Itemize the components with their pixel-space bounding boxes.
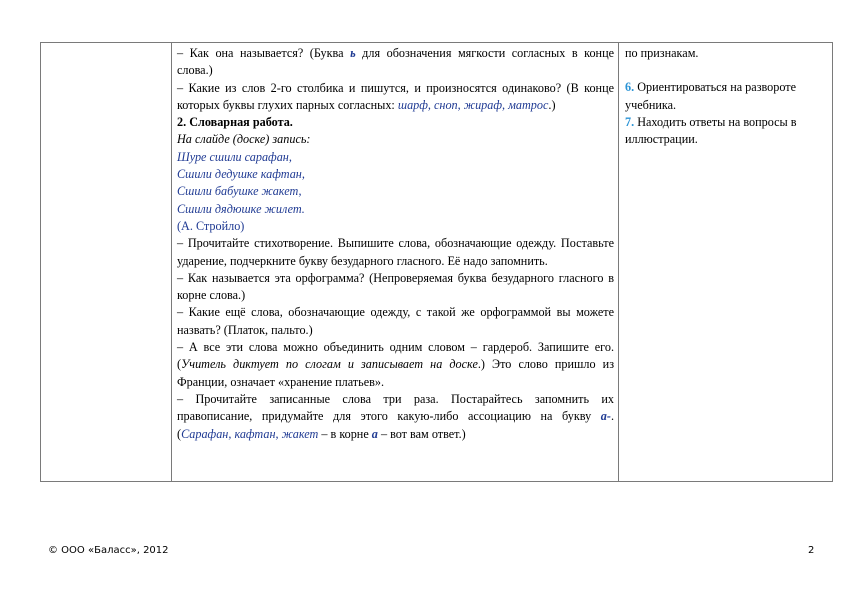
text: – вот вам ответ.) <box>377 426 466 441</box>
page-number: 2 <box>808 545 815 556</box>
task-paragraph: – Как называется эта орфограмма? (Непроверяемая буква безударного гласного в корне слова.) <box>177 270 614 303</box>
footer-copyright: © ООО «Баласс», 2012 <box>48 545 169 556</box>
teacher-note: Учитель диктует по слогам и записывает на доске <box>181 357 478 372</box>
skills-line: по признакам. <box>625 46 699 60</box>
highlight-words: Сарафан, кафтан, жакет <box>181 426 319 441</box>
text: – А все эти слова можно объединить одним словом – гардероб. Запишите его. ( <box>177 340 614 372</box>
section-title: 2. Словарная работа. <box>177 115 293 130</box>
highlight-words: шарф, сноп, жираф, матрос <box>397 97 549 112</box>
task-paragraph <box>177 391 614 443</box>
skill-item-7 <box>625 114 828 149</box>
item-text: Ориентироваться на развороте учебника. <box>625 80 797 112</box>
skill-item-6 <box>625 79 828 114</box>
highlight-letter: а <box>371 426 378 441</box>
table-cell-empty <box>41 43 172 481</box>
lesson-table <box>40 42 833 482</box>
poem-line: Сшили бабушке жакет, <box>177 184 302 199</box>
task-paragraph: – Прочитайте стихотворение. Выпишите слова, обозначающие одежду. Поставьте ударение, подчеркните букву безударного гласного. Её надо запомнить. <box>177 236 614 268</box>
table-cell-lesson-content <box>172 43 619 481</box>
item-text: Находить ответы на вопросы в иллюстрации. <box>625 114 797 147</box>
text: .) <box>548 97 556 112</box>
text: .) Это слово пришло из Франции, означает «хранение платьев». <box>177 357 615 389</box>
text: . ( <box>177 409 614 441</box>
item-number: 6. <box>625 80 635 95</box>
poem-line: Сшили дедушке кафтан, <box>177 167 305 182</box>
text: – в корне <box>318 426 372 441</box>
poem-line: Сшили дядюшке жилет. <box>177 201 305 216</box>
question-soft-sign <box>177 45 614 80</box>
poem-line: Шуре сшили сарафан, <box>177 149 292 164</box>
spacer <box>625 62 828 79</box>
table-cell-skills <box>619 43 832 481</box>
question-words <box>177 80 614 115</box>
text: – Прочитайте записанные слова три раза. Постарайтесь запомнить их правописание, придумайте для этого какую-либо ассоциацию на букву <box>177 391 614 424</box>
text: – Как она называется? (Буква <box>177 46 351 60</box>
highlight-letter: а- <box>600 409 611 424</box>
highlight-letter: ь <box>350 46 356 60</box>
poem-author: (А. Стройло) <box>177 218 245 233</box>
slide-note: На слайде (доске) запись: <box>177 132 311 147</box>
item-number: 7. <box>625 114 635 129</box>
text: для обозначения мягкости согласных в конце слова.) <box>177 46 614 78</box>
task-paragraph <box>177 339 614 391</box>
task-paragraph: – Какие ещё слова, обозначающие одежду, с такой же орфограммой вы можете назвать? (Платок, пальто.) <box>177 305 614 337</box>
text: – Какие из слов 2-го столбика и пишутся, и произносятся одинаково? (В конце которых буквы глухих парных согласных: <box>177 80 614 112</box>
